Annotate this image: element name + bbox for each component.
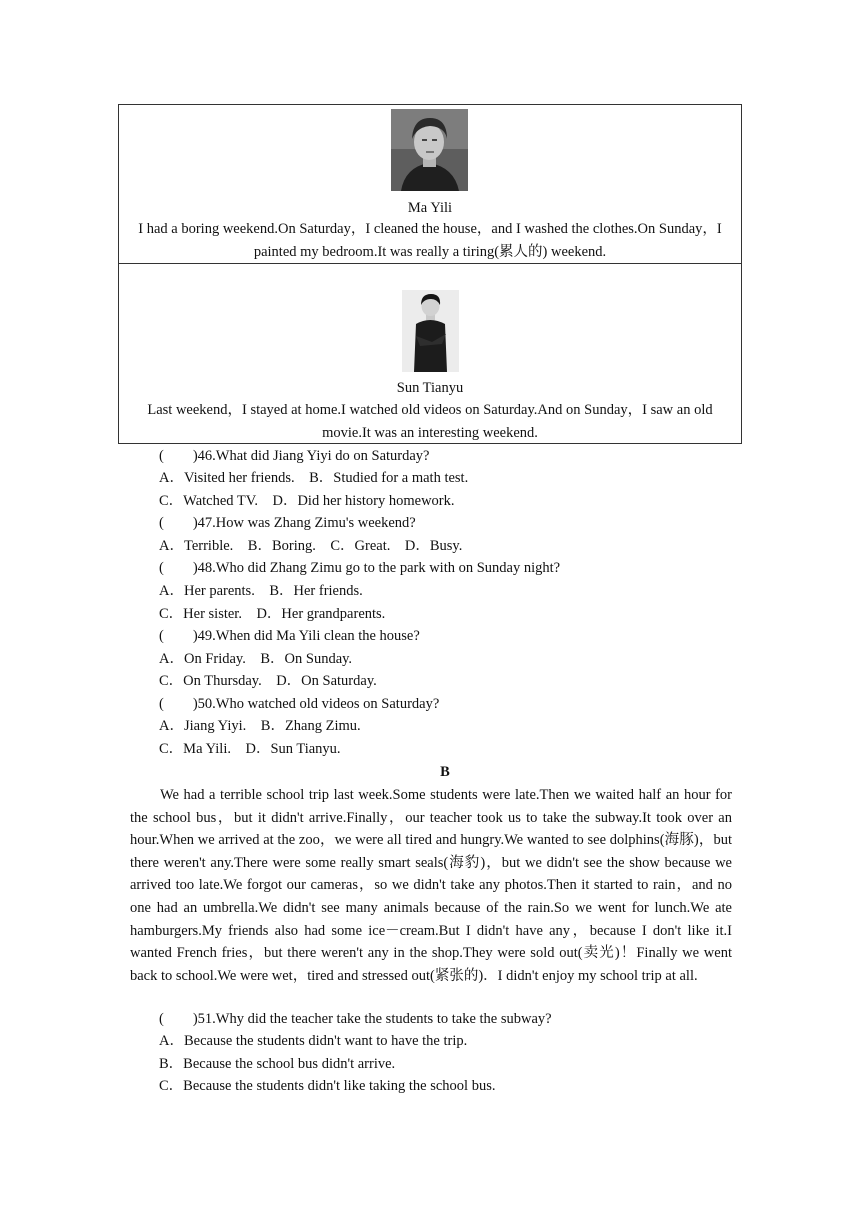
question-51-option-b: B．Because the school bus didn't arrive. [159, 1056, 396, 1072]
question-51-option-c: C．Because the students didn't like taking the school bus. [159, 1078, 496, 1094]
question-46-options-2: C．Watched TV. D．Did her history homework. [159, 493, 455, 509]
question-50-options-1: A．Jiang Yiyi. B．Zhang Zimu. [159, 718, 361, 734]
ma-yili-photo [391, 109, 468, 191]
sun-tianyu-photo [402, 290, 459, 372]
section-b-passage: We had a terrible school trip last week.Some students were late.Then we waited half an hour for the school bus，but it didn't arrive.Finally，our teacher took us to take the subway.It took over an hour.When we arrived at the zoo，we were all tired and hungry.We wanted to see dolphins(海豚)，but there weren't any.There were some really smart seals(海豹)，but we didn't see the show because we arrived too late.We forgot our cameras，so we didn't take any photos.Then it started to rain，and no one had an umbrella.We didn't see many animals because of the rain.So we went for lunch.We ate hamburgers.My friends also had some ice－cream.But I didn't have any，because I don't like it.I wanted French fries，but there weren't any in the shop.They were sold out(卖光)！Finally we went back to school.We were wet，tired and stressed out(紧张的)．I didn't enjoy my school trip at all. [130, 787, 732, 984]
question-51-option-a: A．Because the students didn't want to have the trip. [159, 1033, 468, 1049]
profile-text: Last weekend，I stayed at home.I watched old videos on Saturday.And on Sunday，I saw an old movie.It was an interesting weekend. [147, 402, 713, 441]
profile-cell-ma-yili [119, 105, 741, 263]
question-47-options-1: A．Terrible. B．Boring. C．Great. D．Busy. [159, 538, 463, 554]
question-49: ( )49.When did Ma Yili clean the house? [159, 628, 420, 644]
question-46-options-1: A．Visited her friends. B．Studied for a math test. [159, 470, 469, 486]
profile-name: Sun Tianyu [396, 380, 464, 396]
section-b-title: B [440, 764, 450, 780]
question-48-options-2: C．Her sister. D．Her grandparents. [159, 606, 386, 622]
profile-name: Ma Yili [407, 200, 453, 216]
question-50: ( )50.Who watched old videos on Saturday? [159, 696, 440, 712]
question-51: ( )51.Why did the teacher take the students to take the subway? [159, 1011, 552, 1027]
question-49-options-2: C．On Thursday. D．On Saturday. [159, 673, 377, 689]
question-48-options-1: A．Her parents. B．Her friends. [159, 583, 363, 599]
profile-text: I had a boring weekend.On Saturday，I cleaned the house，and I washed the clothes.On Sunday，I painted my bedroom.It was really a tiring(累人的) weekend. [138, 221, 722, 260]
question-50-options-2: C．Ma Yili. D．Sun Tianyu. [159, 741, 341, 757]
question-47: ( )47.How was Zhang Zimu's weekend? [159, 515, 416, 531]
question-46: ( )46.What did Jiang Yiyi do on Saturday? [159, 448, 430, 464]
profile-table [118, 104, 742, 444]
profile-cell-sun-tianyu [119, 263, 741, 443]
question-48: ( )48.Who did Zhang Zimu go to the park with on Sunday night? [159, 560, 561, 576]
question-49-options-1: A．On Friday. B．On Sunday. [159, 651, 353, 667]
